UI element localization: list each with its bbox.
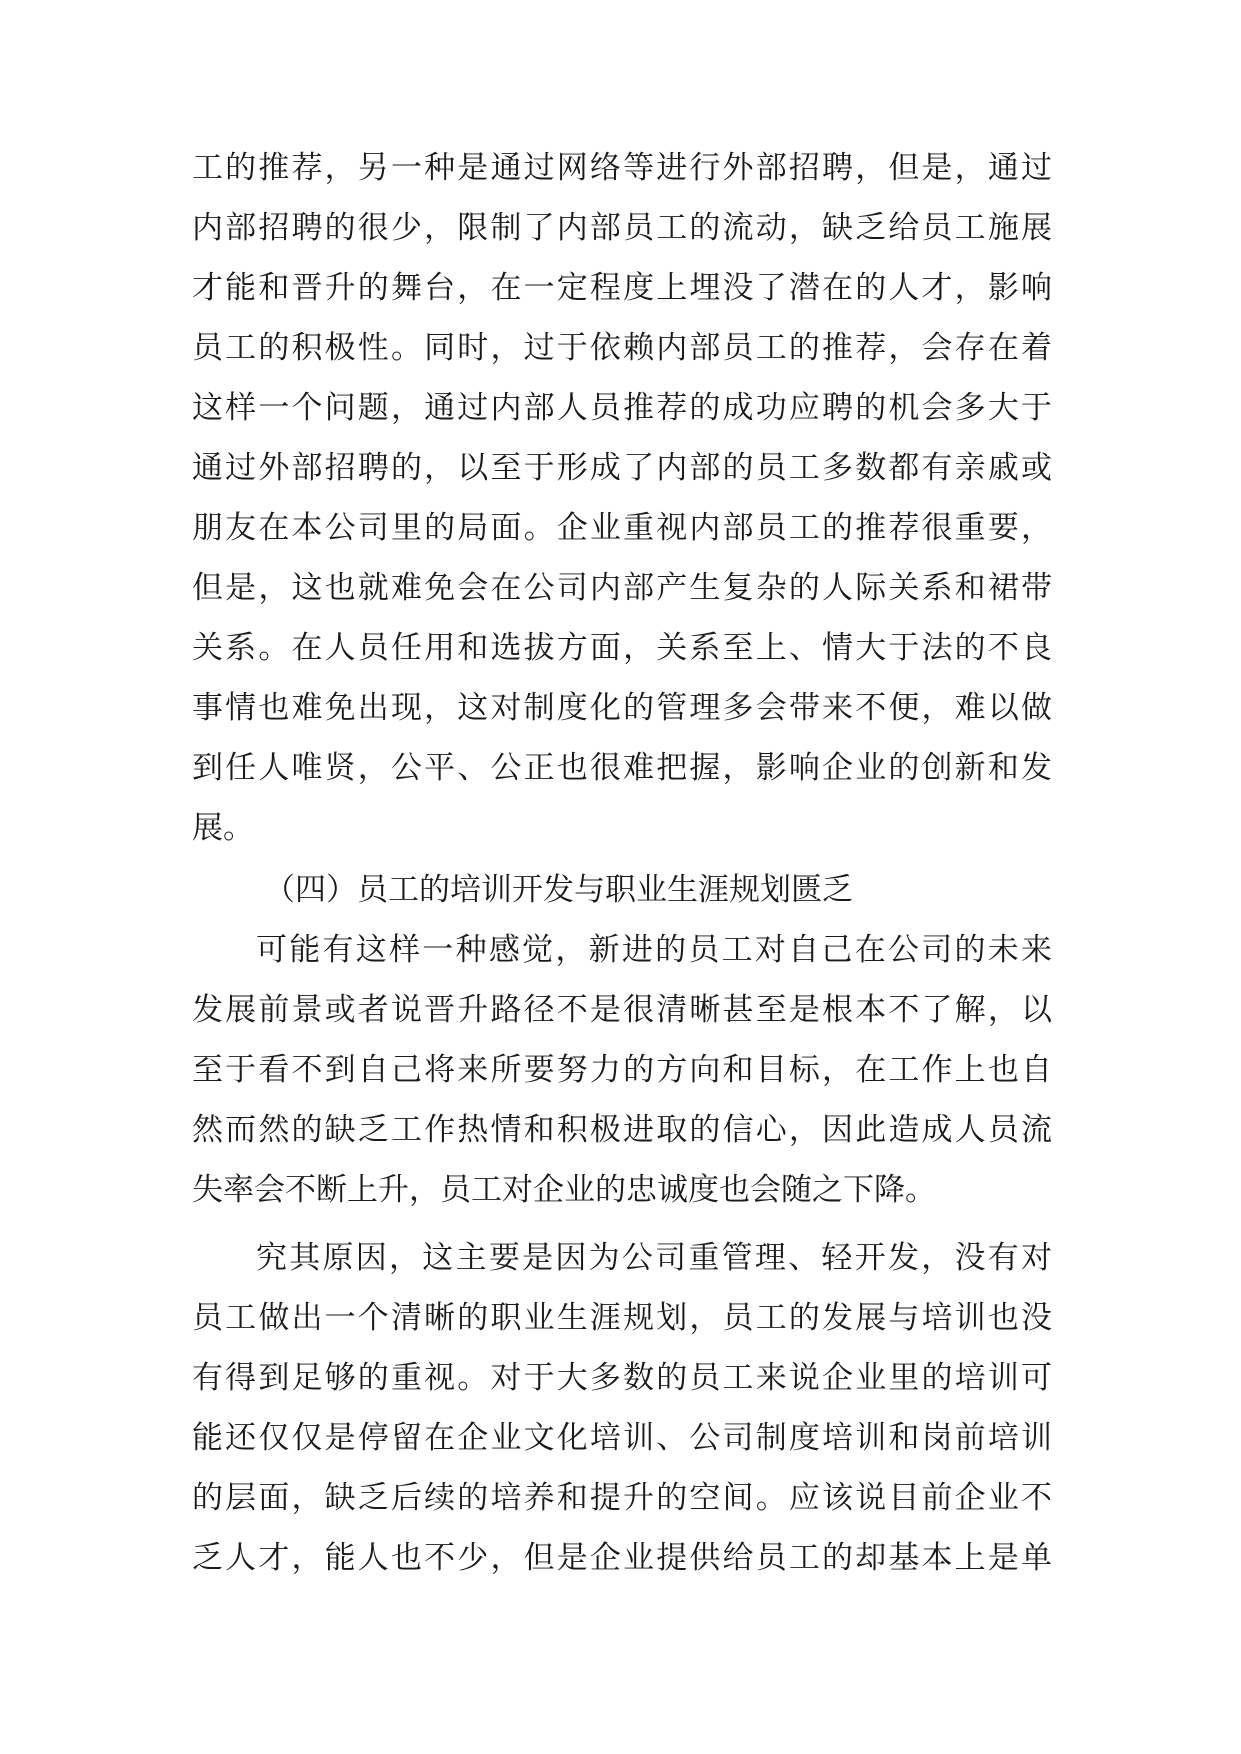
paragraph-line: 乏人才，能人也不少，但是企业提供给员工的却基本上是单: [192, 1540, 1052, 1576]
paragraph-line: 通过外部招聘的，以至于形成了内部的员工多数都有亲戚或: [192, 450, 1052, 486]
paragraph-line: 展。: [192, 810, 254, 846]
paragraph-line: 到任人唯贤，公平、公正也很难把握，影响企业的创新和发: [192, 750, 1052, 786]
paragraph-line: 工的推荐，另一种是通过网络等进行外部招聘，但是，通过: [192, 150, 1052, 186]
paragraph-line: 能还仅仅是停留在企业文化培训、公司制度培训和岗前培训: [192, 1420, 1052, 1456]
paragraph-line: 事情也难免出现，这对制度化的管理多会带来不便，难以做: [192, 690, 1052, 726]
paragraph-line: 这样一个问题，通过内部人员推荐的成功应聘的机会多大于: [192, 390, 1052, 426]
paragraph-line: 员工做出一个清晰的职业生涯规划，员工的发展与培训也没: [192, 1300, 1052, 1336]
paragraph-line: 但是，这也就难免会在公司内部产生复杂的人际关系和裙带: [192, 570, 1052, 606]
paragraph-line: 究其原因，这主要是因为公司重管理、轻开发，没有对: [256, 1240, 1052, 1276]
paragraph-line: 关系。在人员任用和选拔方面，关系至上、情大于法的不良: [192, 630, 1052, 666]
paragraph-line: 至于看不到自己将来所要努力的方向和目标，在工作上也自: [192, 1052, 1052, 1088]
paragraph-line: 的层面，缺乏后续的培养和提升的空间。应该说目前企业不: [192, 1480, 1052, 1516]
paragraph-line: 才能和晋升的舞台，在一定程度上埋没了潜在的人才，影响: [192, 270, 1052, 306]
paragraph-line: 可能有这样一种感觉，新进的员工对自己在公司的未来: [256, 932, 1052, 968]
paragraph-line: 员工的积极性。同时，过于依赖内部员工的推荐，会存在着: [192, 330, 1052, 366]
paragraph-line: 内部招聘的很少，限制了内部员工的流动，缺乏给员工施展: [192, 210, 1052, 246]
paragraph-line: 然而然的缺乏工作热情和积极进取的信心，因此造成人员流: [192, 1112, 1052, 1148]
paragraph-line: 发展前景或者说晋升路径不是很清晰甚至是根本不了解，以: [192, 992, 1052, 1028]
paragraph-line: 有得到足够的重视。对于大多数的员工来说企业里的培训可: [192, 1360, 1052, 1396]
section-heading: （四）员工的培训开发与职业生涯规划匮乏: [264, 872, 853, 908]
paragraph-line: 朋友在本公司里的局面。企业重视内部员工的推荐很重要，: [192, 510, 1052, 546]
paragraph-line: 失率会不断上升，员工对企业的忠诚度也会随之下降。: [192, 1172, 936, 1208]
